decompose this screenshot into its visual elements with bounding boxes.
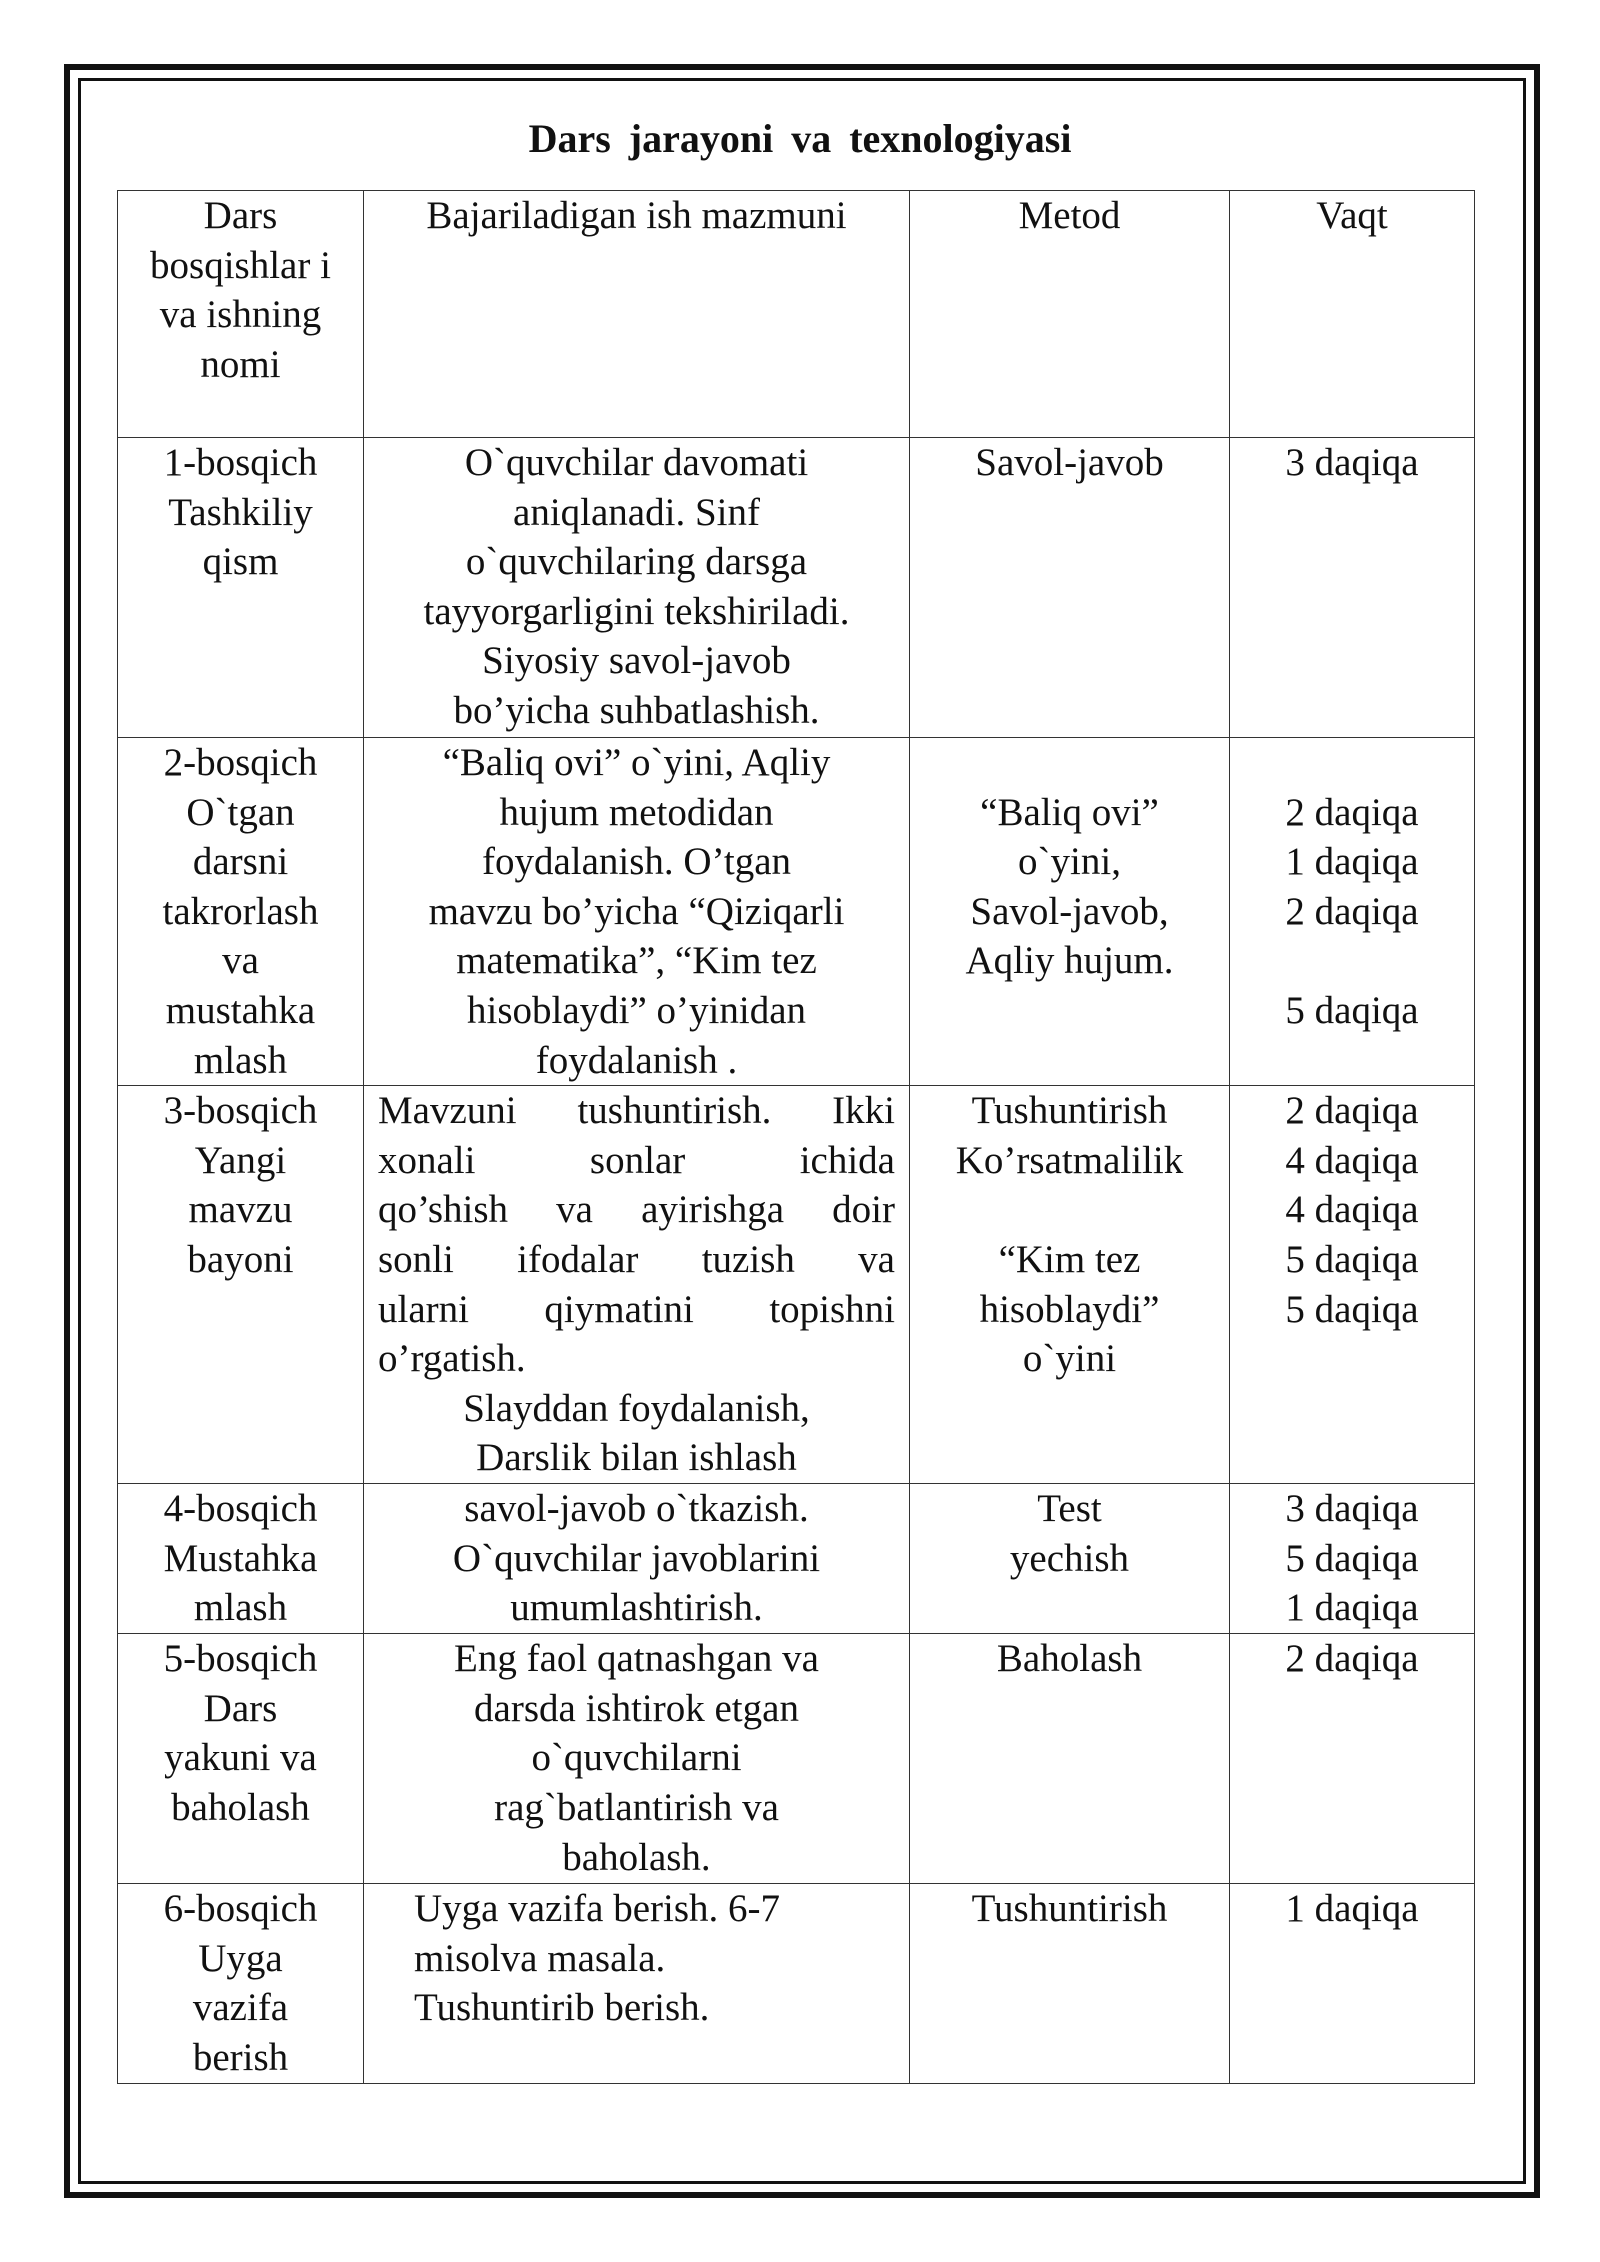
table-row [118, 1884, 1475, 2084]
document-title: Dars jarayoni va texnologiyasi [528, 116, 1072, 161]
content-cell: Eng faol qatnashgan va darsda ishtirok etgan o`quvchilarni rag`batlantirish va baholash. [364, 1634, 910, 1884]
method-cell: Baholash [910, 1634, 1230, 1884]
method-cell: Tushuntirish Ko’rsatmalilik “Kim tez hisoblaydi” o`yini [910, 1086, 1230, 1484]
lesson-table [117, 190, 1475, 2084]
content-line: sonli ifodalar tuzish va [378, 1237, 895, 1281]
stage-cell: 6-bosqich Uyga vazifa berish [118, 1884, 364, 2084]
time-cell: 2 daqiqa 1 daqiqa 2 daqiqa 5 daqiqa [1230, 738, 1475, 1086]
content-cell: “Baliq ovi” o`yini, Aqliy hujum metodidan foydalanish. O’tgan mavzu bo’yicha “Qiziqarli matematika”, “Kim tez hisoblaydi” o’yinidan foydalanish . [364, 738, 910, 1086]
time-cell: 2 daqiqa [1230, 1634, 1475, 1884]
table-row [118, 1484, 1475, 1634]
content-line: o’rgatish. [378, 1337, 526, 1381]
table-header-row [118, 191, 1475, 438]
header-method: Metod [910, 191, 1230, 438]
header-stage [118, 191, 364, 438]
time-cell: 2 daqiqa 4 daqiqa 4 daqiqa 5 daqiqa 5 daqiqa [1230, 1086, 1475, 1484]
header-stage-text: Dars bosqishlar i va ishning nomi [150, 194, 331, 386]
table-row [118, 438, 1475, 738]
time-cell: 1 daqiqa [1230, 1884, 1475, 2084]
content-cell [364, 1086, 910, 1484]
content-line: ularni qiymatini topishni [378, 1287, 895, 1331]
content-line: Mavzuni tushuntirish. Ikki [378, 1089, 895, 1133]
header-content: Bajariladigan ish mazmuni [364, 191, 910, 438]
method-cell: Test yechish [910, 1484, 1230, 1634]
method-cell: Tushuntirish [910, 1884, 1230, 2084]
table-row [118, 738, 1475, 1086]
time-cell: 3 daqiqa 5 daqiqa 1 daqiqa [1230, 1484, 1475, 1634]
content-tail: Slayddan foydalanish, Darslik bilan ishlash [463, 1386, 810, 1480]
time-cell: 3 daqiqa [1230, 438, 1475, 738]
stage-cell: 5-bosqich Dars yakuni va baholash [118, 1634, 364, 1884]
content-line: qo’shish va ayirishga doir [378, 1188, 895, 1232]
content-line: xonali sonlar ichida [378, 1138, 895, 1182]
method-cell: Savol-javob [910, 438, 1230, 738]
header-time: Vaqt [1230, 191, 1475, 438]
table-row [118, 1086, 1475, 1484]
method-cell: “Baliq ovi” o`yini, Savol-javob, Aqliy hujum. [910, 738, 1230, 1086]
content-cell: savol-javob o`tkazish. O`quvchilar javoblarini umumlashtirish. [364, 1484, 910, 1634]
content-cell: O`quvchilar davomati aniqlanadi. Sinf o`quvchilaring darsga tayyorgarligini tekshiriladi. Siyosiy savol-javob bo’yicha suhbatlashish. [364, 438, 910, 738]
content-cell: Uyga vazifa berish. 6-7 misolva masala. Tushuntirib berish. [364, 1884, 910, 2084]
stage-cell: 3-bosqich Yangi mavzu bayoni [118, 1086, 364, 1484]
table-row [118, 1634, 1475, 1884]
stage-cell: 4-bosqich Mustahka mlash [118, 1484, 364, 1634]
stage-cell: 1-bosqich Tashkiliy qism [118, 438, 364, 738]
stage-cell: 2-bosqich O`tgan darsni takrorlash va mustahka mlash [118, 738, 364, 1086]
